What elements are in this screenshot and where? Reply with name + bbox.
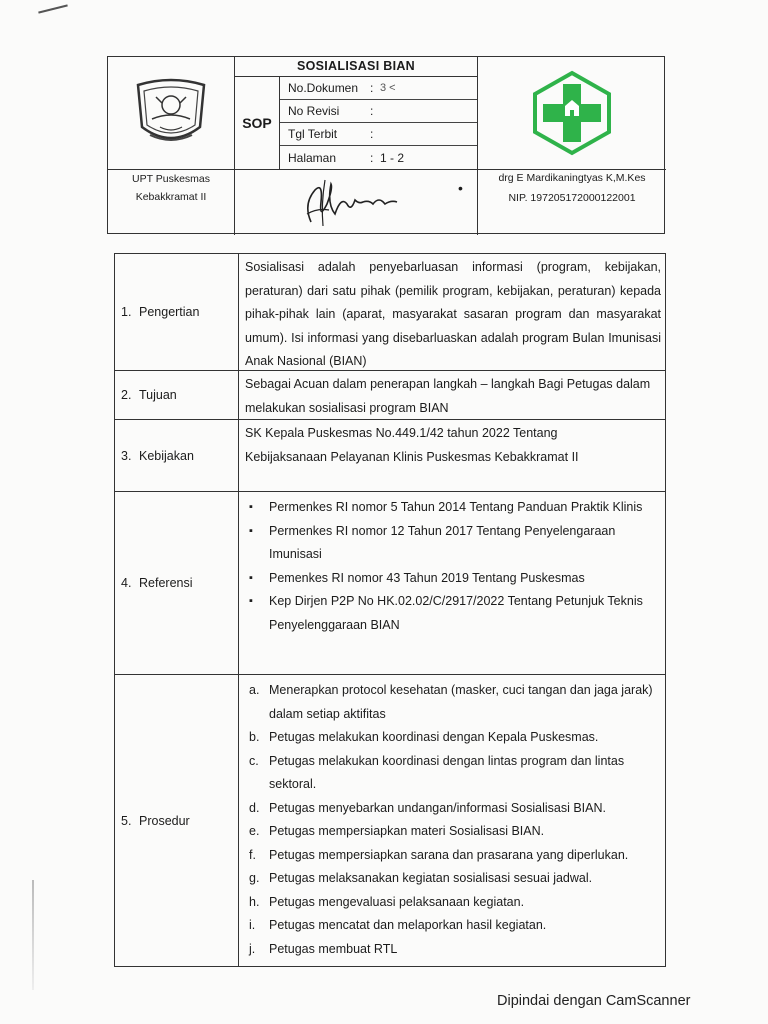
section-label: Kebijakan bbox=[139, 448, 194, 463]
regency-emblem-logo bbox=[108, 57, 234, 169]
list-item: ▪ Kep Dirjen P2P No HK.02.02/C/2917/2022 Tentang Petunjuk Teknis Penyelenggaraan BIAN bbox=[245, 590, 661, 637]
list-item: c. Petugas melakukan koordinasi dengan lintas program dan lintas sektoral. bbox=[249, 753, 625, 791]
section-label: Pengertian bbox=[139, 305, 200, 319]
list-item: b. Petugas melakukan koordinasi dengan Kepala Puskesmas. bbox=[249, 730, 599, 744]
revision-row: No Revisi : bbox=[280, 100, 477, 123]
list-item: h. Petugas mengevaluasi pelaksanaan kegiatan. bbox=[249, 894, 525, 909]
section-tujuan: 2. Tujuan Sebagai Acuan dalam penerapan langkah – langkah Bagi Petugas dalam melakukan sosialisasi program BIAN bbox=[115, 371, 665, 420]
sop-header bbox=[107, 56, 665, 234]
sop-title: SOSIALISASI BIAN bbox=[296, 59, 415, 73]
list-item: f. Petugas mempersiapkan sarana dan prasarana yang diperlukan. bbox=[249, 847, 629, 862]
section-referensi: 4. Referensi ▪ Permenkes RI nomor 5 Tahun 2014 Tentang Panduan Praktik Klinis ▪ Permenkes RI nomor 12 Tahun 2017 Tentang Penyelengaraan Imunisasi ▪ Pemenkes RI nomor 43 Tahun 2019 Tentang Puskesmas ▪ Kep Dirjen P2P No HK.02.02/C/2917/2022 Tentang Petunjuk Teknis Penyelenggaraan BIAN bbox=[115, 492, 665, 675]
official-nip: NIP. 197205172000122001 bbox=[508, 192, 636, 204]
regency-emblem-icon bbox=[130, 75, 212, 151]
official-name: drg E Mardikaningtyas K,M.Kes bbox=[498, 172, 646, 184]
section-prosedur: 5. Prosedur a. Menerapkan protocol kesehatan (masker, cuci tangan dan jaga jarak) dalam setiap aktifitas b. Petugas melakukan koordinasi dengan Kepala Puskesmas. c. Petugas melakukan koordinasi dengan lintas program dan lintas sektoral. d. Petugas menyebarkan undangan/informasi Sosialisasi BIAN. e. Petugas mempersiapkan materi Sosialisasi BIAN. f. Petugas mempersiapkan sarana dan prasarana yang diperlukan. g. Petugas melaksanakan kegiatan sosialisasi sesuai jadwal. h. Petugas mengevaluasi pelaksanaan kegiatan. i. Petugas mencatat dan melaporkan hasil kegiatan. j. Petugas membuat RTL bbox=[115, 675, 665, 966]
sop-label: SOP bbox=[242, 115, 272, 131]
doc-number-row: No.Dokumen : 3 < bbox=[280, 77, 477, 100]
scan-mark bbox=[38, 4, 68, 13]
unit-name: UPT Puskesmas Kebakkramat II bbox=[132, 173, 210, 203]
section-label: Referensi bbox=[139, 576, 193, 590]
section-label: Tujuan bbox=[139, 388, 177, 402]
signature-cell: • bbox=[235, 170, 477, 234]
document-info bbox=[280, 77, 477, 169]
scan-edge bbox=[32, 880, 34, 990]
reference-list bbox=[245, 496, 661, 637]
list-item: g. Petugas melaksanakan kegiatan sosialisasi sesuai jadwal. bbox=[249, 871, 593, 885]
sop-content-table bbox=[114, 253, 666, 967]
list-item: j. Petugas membuat RTL bbox=[249, 941, 398, 956]
section-kebijakan: 3. Kebijakan SK Kepala Puskesmas No.449.1/42 tahun 2022 Tentang Kebijaksanaan Pelayanan Klinis Puskesmas Kebakkramat II bbox=[115, 420, 665, 492]
procedure-list bbox=[245, 679, 661, 961]
page-row: Halaman : 1 - 2 bbox=[288, 150, 405, 165]
section-text: Sosialisasi adalah penyebarluasan informasi (program, kebijakan, peraturan) dari satu pihak (pemilik program, kebijakan, peraturan) kepada pihak-pihak lain (aparat, masyarakat sasaran program dan masyarakat umum). Isi informasi yang disebarluaskan adalah program Bulan Imunisasi Anak Nasional (BIAN) bbox=[245, 260, 661, 368]
section-text: Sebagai Acuan dalam penerapan langkah – langkah Bagi Petugas dalam melakukan sosialisasi program BIAN bbox=[245, 377, 651, 415]
issue-date-row: Tgl Terbit : bbox=[280, 123, 477, 146]
list-item: a. Menerapkan protocol kesehatan (masker, cuci tangan dan jaga jarak) dalam setiap aktifitas bbox=[249, 683, 653, 721]
section-pengertian: 1. Pengertian Sosialisasi adalah penyebarluasan informasi (program, kebijakan, peraturan) dari satu pihak (pemilik program, kebijakan, peraturan) kepada pihak-pihak lain (aparat, masyarakat sasaran program dan masyarakat umum). Isi informasi yang disebarluaskan adalah program Bulan Imunisasi Anak Nasional (BIAN) bbox=[115, 254, 665, 371]
list-item: ▪ Pemenkes RI nomor 43 Tahun 2019 Tentang Puskesmas bbox=[245, 567, 661, 591]
health-cross-icon bbox=[529, 70, 615, 156]
list-item: ▪ Permenkes RI nomor 12 Tahun 2017 Tentang Penyelengaraan Imunisasi bbox=[245, 520, 661, 567]
list-item: i. Petugas mencatat dan melaporkan hasil kegiatan. bbox=[249, 918, 547, 932]
list-item: d. Petugas menyebarkan undangan/informasi Sosialisasi BIAN. bbox=[249, 800, 606, 815]
official-signatory bbox=[478, 170, 666, 234]
list-item: ▪ Permenkes RI nomor 5 Tahun 2014 Tentang Panduan Praktik Klinis bbox=[245, 496, 661, 520]
signature-icon bbox=[297, 174, 417, 230]
section-text: SK Kepala Puskesmas No.449.1/42 tahun 2022 Tentang Kebijaksanaan Pelayanan Klinis Puskesmas Kebakkramat II bbox=[245, 426, 579, 464]
section-label: Prosedur bbox=[139, 813, 190, 828]
camscanner-watermark: Dipindai dengan CamScanner bbox=[497, 993, 691, 1009]
list-item: e. Petugas mempersiapkan materi Sosialisasi BIAN. bbox=[249, 824, 545, 838]
puskesmas-logo bbox=[478, 57, 666, 169]
